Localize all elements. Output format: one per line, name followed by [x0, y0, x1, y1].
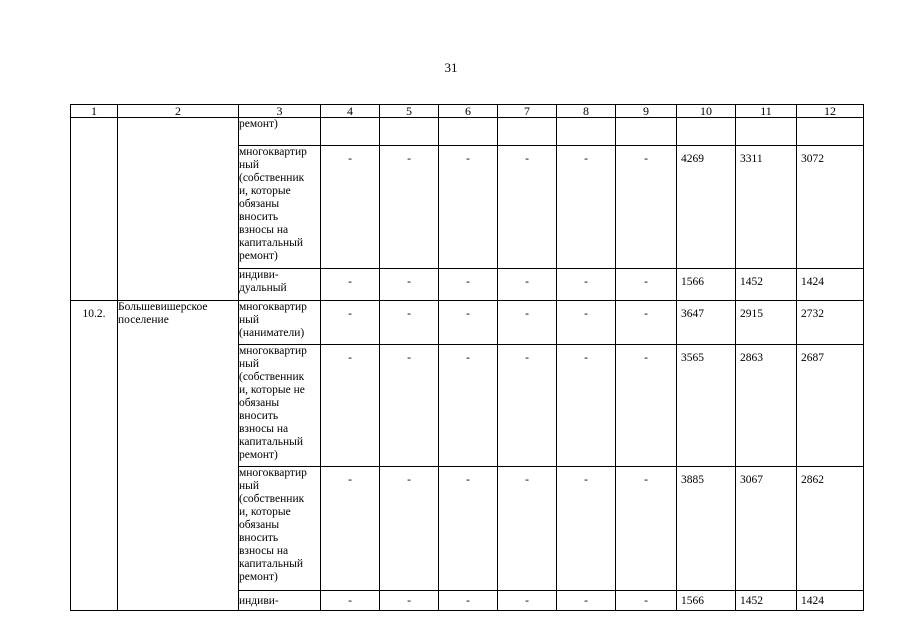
header-cell: 1: [71, 105, 118, 118]
cell-number: 10.2.: [71, 301, 118, 611]
text-line: ремонт): [239, 571, 278, 583]
cell-housing-type: [239, 301, 321, 345]
text-line: многоквартир: [239, 146, 307, 158]
cell-dash: -: [439, 591, 498, 611]
text-line: капитальный: [239, 558, 304, 570]
header-cell: 4: [321, 105, 380, 118]
cell-dash: -: [557, 345, 616, 467]
cell-value-10: 3565: [677, 345, 736, 467]
cell-dash: -: [498, 591, 557, 611]
text-line: взносы на: [239, 224, 289, 236]
cell-dash: -: [380, 467, 439, 591]
cell-dash: -: [380, 301, 439, 345]
cell-dash: -: [321, 301, 380, 345]
cell-dash: -: [321, 146, 380, 269]
text-line: капитальный: [239, 237, 304, 249]
text-line: и, которые: [239, 506, 291, 518]
cell-dash: -: [321, 467, 380, 591]
cell-empty: [557, 118, 616, 146]
cell-empty: [616, 118, 677, 146]
header-cell: 9: [616, 105, 677, 118]
header-cell: 12: [797, 105, 864, 118]
cell-housing-type: [239, 591, 321, 611]
header-cell: 10: [677, 105, 736, 118]
table-row: [71, 118, 864, 146]
cell-value-10: 1566: [677, 591, 736, 611]
cell-dash: -: [616, 467, 677, 591]
cell-dash: -: [498, 467, 557, 591]
cell-housing-type: [239, 467, 321, 591]
cell-housing-type: [239, 345, 321, 467]
page-number: 31: [444, 60, 458, 75]
cell-dash: -: [616, 591, 677, 611]
cell-dash: -: [616, 269, 677, 301]
cell-dash: -: [616, 146, 677, 269]
text-line: ремонт): [239, 118, 278, 130]
cell-dash: -: [498, 146, 557, 269]
cell-empty: [498, 118, 557, 146]
text-line: многоквартир: [239, 345, 307, 357]
cell-empty: [797, 118, 864, 146]
text-line: вносить: [239, 532, 279, 544]
header-cell: 11: [736, 105, 797, 118]
cell-empty: [321, 118, 380, 146]
cell-empty: [380, 118, 439, 146]
text-line: (собственник: [239, 172, 305, 184]
cell-value-12: 2732: [797, 301, 864, 345]
cell-dash: -: [498, 269, 557, 301]
cell-dash: -: [321, 345, 380, 467]
cell-value-11: 3311: [736, 146, 797, 269]
cell-value-12: 1424: [797, 269, 864, 301]
cell-value-11: 1452: [736, 591, 797, 611]
text-line: обязаны: [239, 397, 280, 409]
cell-settlement: [118, 118, 239, 301]
cell-value-10: 3647: [677, 301, 736, 345]
header-cell: 6: [439, 105, 498, 118]
text-line: и, которые: [239, 185, 291, 197]
cell-settlement: [118, 301, 239, 611]
cell-dash: -: [439, 269, 498, 301]
text-line: ный: [239, 314, 260, 326]
text-line: индиви-: [239, 595, 279, 607]
text-line: индиви-: [239, 269, 279, 281]
text-line: многоквартир: [239, 467, 307, 479]
cell-value-10: 1566: [677, 269, 736, 301]
cell-value-11: 2915: [736, 301, 797, 345]
cell-dash: -: [439, 345, 498, 467]
text-line: (собственник: [239, 371, 305, 383]
cell-dash: -: [498, 345, 557, 467]
cell-housing-type: [239, 118, 321, 146]
header-cell: 3: [239, 105, 321, 118]
cell-value-10: 4269: [677, 146, 736, 269]
cell-value-12: 1424: [797, 591, 864, 611]
cell-dash: -: [380, 591, 439, 611]
table-row: [71, 301, 864, 345]
text-line: ремонт): [239, 250, 278, 262]
cell-empty: [677, 118, 736, 146]
text-line: ремонт): [239, 449, 278, 461]
cell-number: [71, 118, 118, 301]
cell-value-11: 2863: [736, 345, 797, 467]
header-row: [71, 105, 864, 118]
text-line: взносы на: [239, 545, 289, 557]
header-cell: 7: [498, 105, 557, 118]
cell-value-12: 2687: [797, 345, 864, 467]
cell-dash: -: [557, 591, 616, 611]
cell-dash: -: [557, 301, 616, 345]
cell-dash: -: [616, 301, 677, 345]
cell-dash: -: [439, 467, 498, 591]
text-line: обязаны: [239, 198, 280, 210]
text-line: ный: [239, 159, 260, 171]
text-line: ный: [239, 480, 260, 492]
cell-value-10: 3885: [677, 467, 736, 591]
header-cell: 8: [557, 105, 616, 118]
text-line: дуальный: [239, 282, 287, 294]
header-cell: 2: [118, 105, 239, 118]
cell-dash: -: [380, 269, 439, 301]
text-line: капитальный: [239, 436, 304, 448]
cell-dash: -: [380, 146, 439, 269]
text-line: вносить: [239, 410, 279, 422]
cell-empty: [439, 118, 498, 146]
text-line: и, которые не: [239, 384, 305, 396]
cell-dash: -: [321, 591, 380, 611]
cell-housing-type: [239, 146, 321, 269]
cell-housing-type: [239, 269, 321, 301]
cell-value-12: 3072: [797, 146, 864, 269]
text-line: Большевишерское: [118, 301, 208, 313]
text-line: взносы на: [239, 423, 289, 435]
cell-dash: -: [557, 269, 616, 301]
cell-empty: [736, 118, 797, 146]
cell-dash: -: [498, 301, 557, 345]
data-table: [70, 104, 864, 611]
header-cell: 5: [380, 105, 439, 118]
cell-value-11: 1452: [736, 269, 797, 301]
cell-dash: -: [616, 345, 677, 467]
text-line: (наниматели): [239, 327, 305, 339]
cell-dash: -: [439, 301, 498, 345]
cell-dash: -: [557, 467, 616, 591]
cell-dash: -: [380, 345, 439, 467]
cell-dash: -: [439, 146, 498, 269]
cell-dash: -: [557, 146, 616, 269]
text-line: (собственник: [239, 493, 305, 505]
text-line: поселение: [118, 314, 169, 326]
text-line: многоквартир: [239, 301, 307, 313]
text-line: вносить: [239, 211, 279, 223]
cell-value-12: 2862: [797, 467, 864, 591]
text-line: ный: [239, 358, 260, 370]
text-line: обязаны: [239, 519, 280, 531]
cell-value-11: 3067: [736, 467, 797, 591]
cell-dash: -: [321, 269, 380, 301]
